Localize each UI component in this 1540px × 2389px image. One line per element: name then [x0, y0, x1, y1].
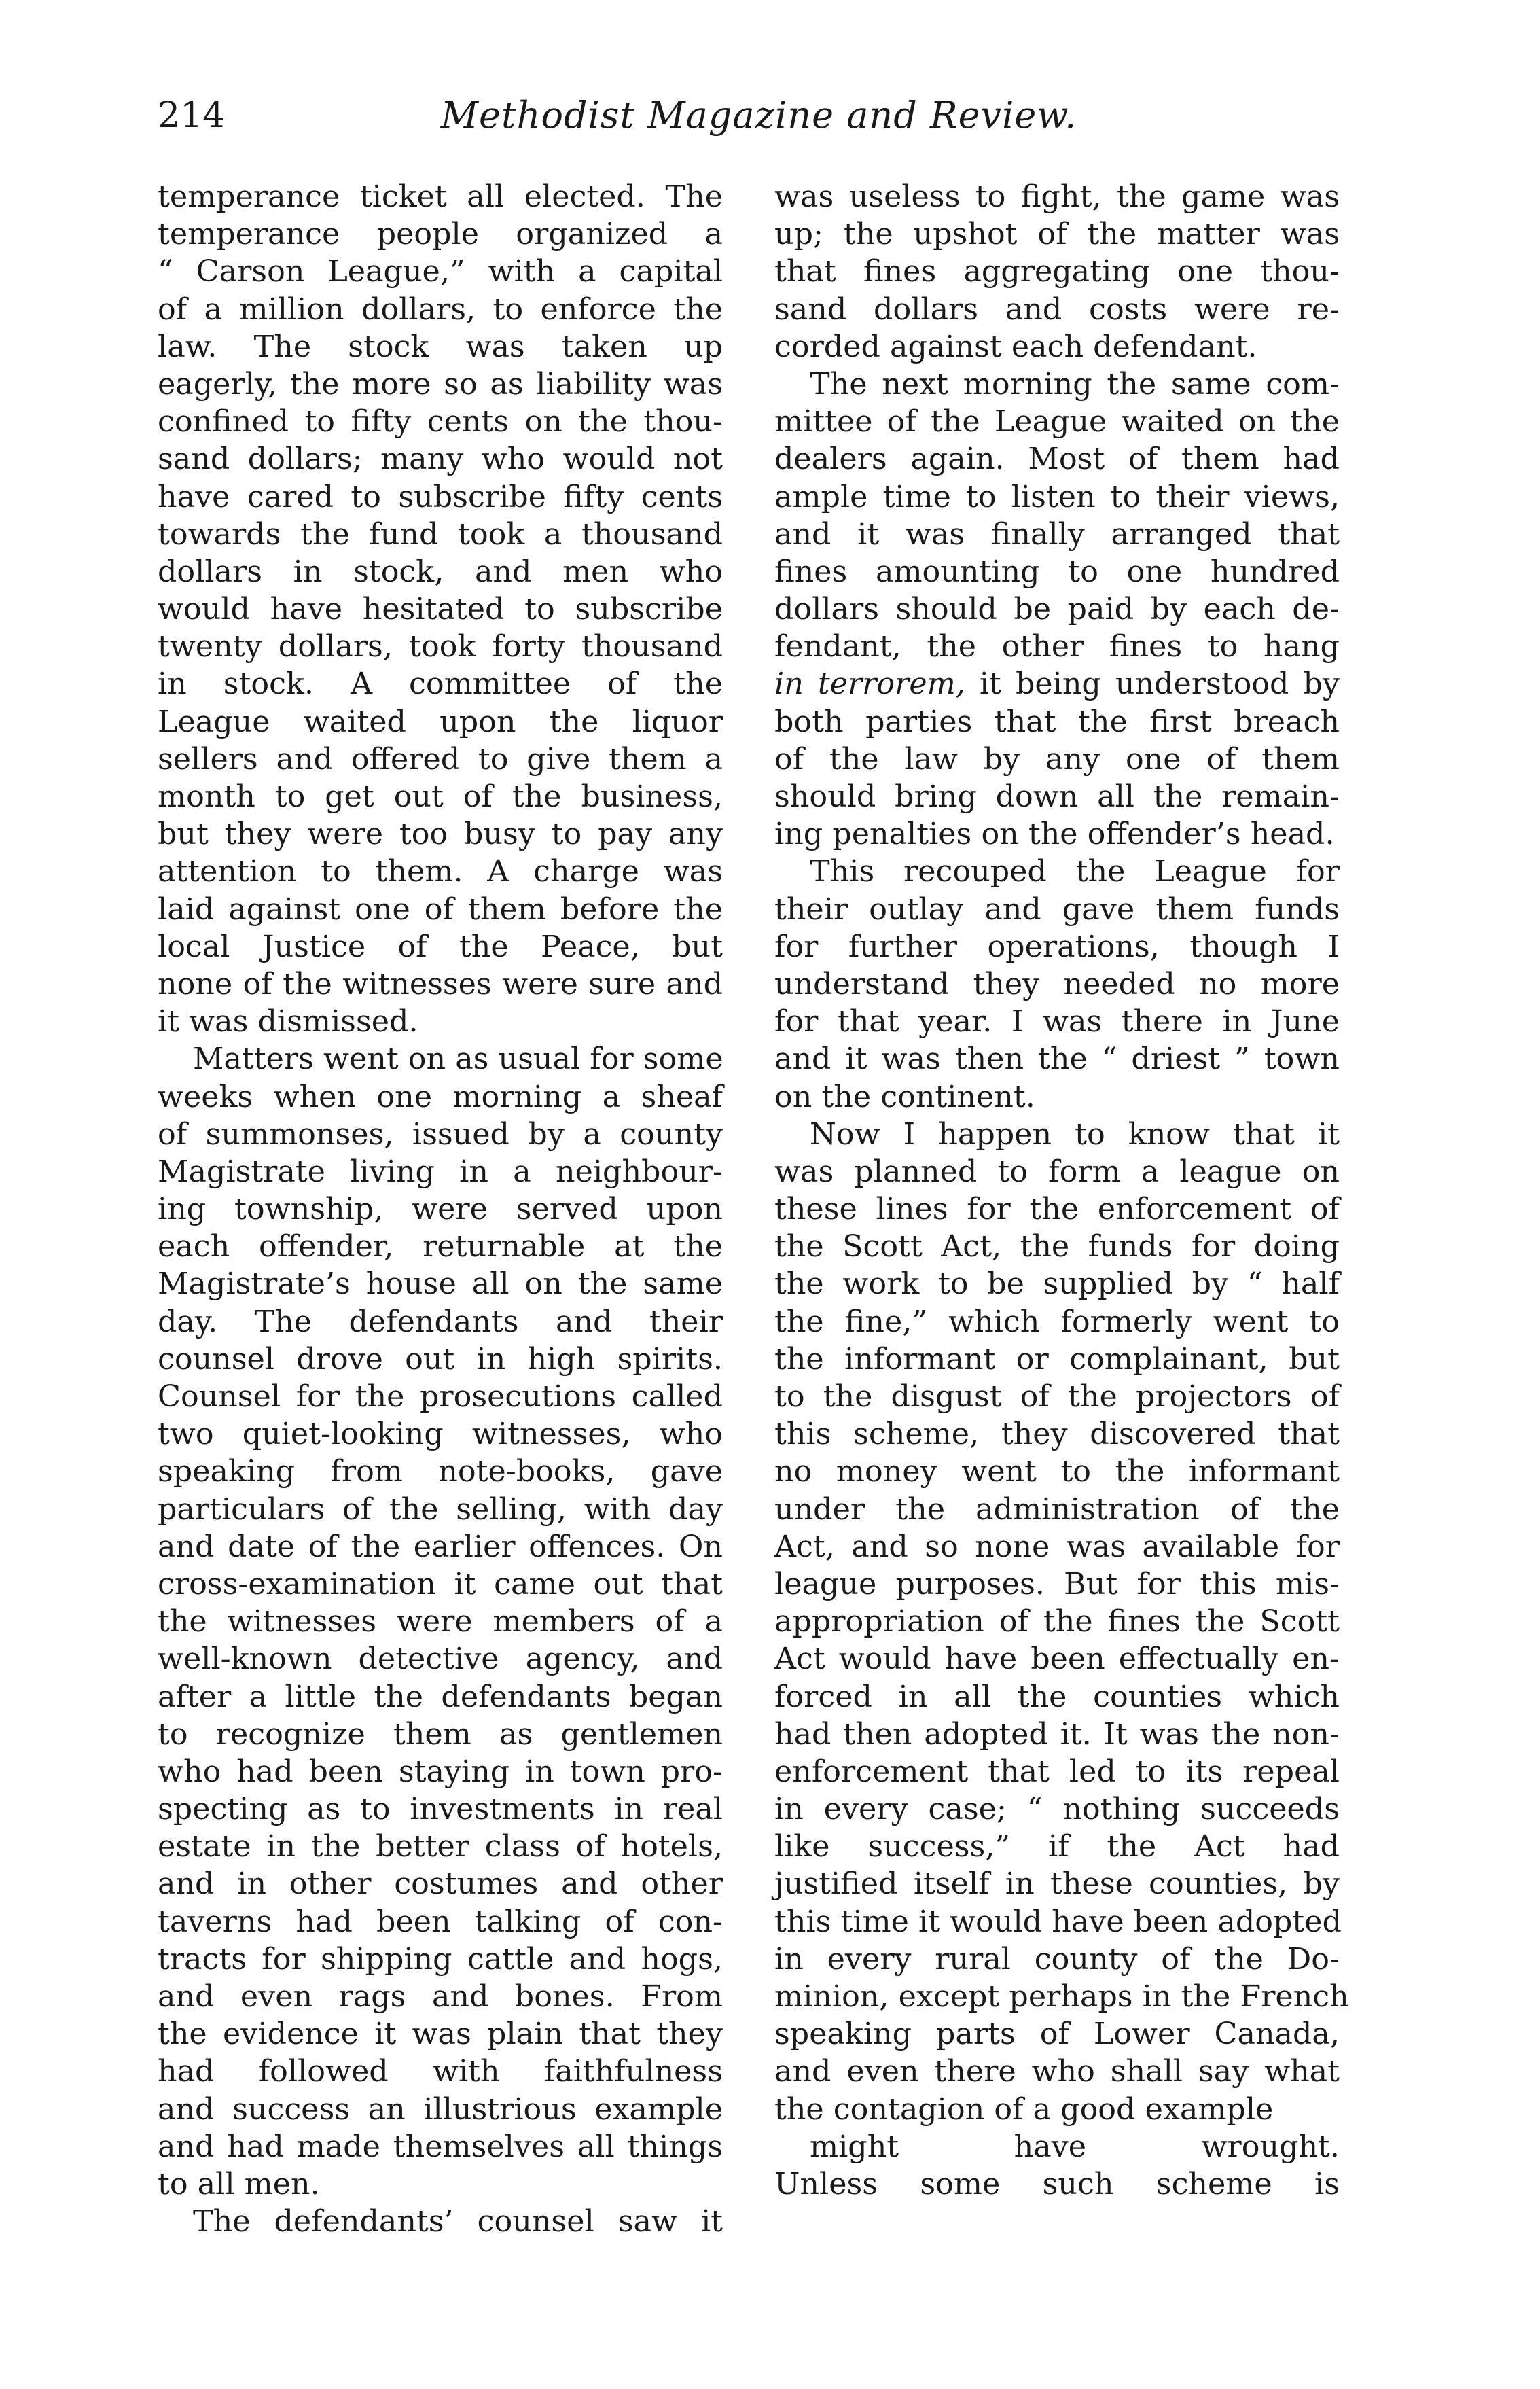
text-line: speaking parts of Lower Canada,: [774, 2017, 1340, 2052]
text-line: to recognize them as gentlemen: [158, 1716, 723, 1752]
text-line: Unless some such scheme is: [774, 2166, 1340, 2201]
text-line: minion, except perhaps in the French: [774, 1979, 1349, 2014]
text-line: in every rural county of the Do-: [774, 1941, 1340, 1977]
text-line: enforcement that led to its repeal: [774, 1754, 1340, 1789]
text-line: twenty dollars, took forty thousand: [158, 629, 723, 665]
text-line: Matters went on as usual for some: [193, 1042, 723, 1077]
text-line: this scheme, they discovered that: [774, 1417, 1340, 1452]
text-line: law. The stock was taken up: [158, 329, 723, 364]
left-column: [158, 178, 723, 2240]
running-head: [158, 88, 1360, 143]
text-line: of the law by any one of them: [774, 741, 1340, 777]
text-line: in every case; “ nothing succeeds: [774, 1792, 1340, 1827]
text-line: attention to them. A charge was: [158, 854, 723, 889]
text-line: and success an illustrious example: [158, 2091, 723, 2127]
text-line: both parties that the first breach: [774, 704, 1340, 739]
text-line-with-italic: [774, 665, 1340, 703]
text-line: temperance people organized a: [158, 217, 723, 252]
right-column: [774, 178, 1349, 2203]
text-line: day. The defendants and their: [158, 1304, 723, 1339]
text-line: might have wrought.: [810, 2129, 1340, 2164]
text-line: estate in the better class of hotels,: [158, 1829, 723, 1864]
text-line: This recouped the League for: [810, 854, 1340, 889]
text-line: the evidence it was plain that they: [158, 2017, 723, 2052]
text-line: the Scott Act, the funds for doing: [774, 1229, 1340, 1264]
text-line: corded against each defendant.: [774, 329, 1257, 364]
text-line: under the administration of the: [774, 1491, 1340, 1527]
text-line: and in other costumes and other: [158, 1866, 723, 1902]
text-line: of a million dollars, to enforce the: [158, 291, 723, 327]
text-line: confined to fifty cents on the thou-: [158, 404, 723, 440]
text-line: the work to be supplied by “ half: [774, 1267, 1340, 1302]
text-line: sand dollars and costs were re-: [774, 291, 1340, 327]
text-line: fines amounting to one hundred: [774, 554, 1340, 589]
text-line: ing penalties on the offender’s head.: [774, 817, 1335, 852]
text-line: and it was finally arranged that: [774, 516, 1340, 552]
text-line: The next morning the same com-: [810, 366, 1340, 402]
text-line: the contagion of a good example: [774, 2091, 1274, 2127]
text-line: who had been staying in town pro-: [158, 1754, 723, 1789]
text-line: like success,” if the Act had: [774, 1829, 1340, 1864]
text-line: The defendants’ counsel saw it: [193, 2204, 723, 2240]
text-line: league purposes. But for this mis-: [774, 1566, 1340, 1601]
text-line: on the continent.: [774, 1079, 1035, 1114]
text-line: had then adopted it. It was the non-: [774, 1716, 1340, 1752]
text-line: dealers again. Most of them had: [774, 442, 1340, 477]
text-line: each offender, returnable at the: [158, 1229, 723, 1264]
text-line: Counsel for the prosecutions called: [158, 1379, 723, 1414]
text-line: and even rags and bones. From: [158, 1979, 723, 2014]
text-line: Now I happen to know that it: [810, 1116, 1340, 1152]
text-line: weeks when one morning a sheaf: [158, 1079, 723, 1114]
text-line: would have hesitated to subscribe: [158, 592, 723, 627]
text-line: had followed with faithfulness: [158, 2054, 723, 2089]
text-line: that fines aggregating one thou-: [774, 254, 1340, 289]
text-line: counsel drove out in high spirits.: [158, 1341, 723, 1377]
text-line: of summonses, issued by a county: [158, 1116, 723, 1152]
text-line: Act, and so none was available for: [774, 1529, 1340, 1564]
text-line: the informant or complainant, but: [774, 1341, 1340, 1377]
text-line: and it was then the “ driest ” town: [774, 1042, 1340, 1077]
text-line: to all men.: [158, 2166, 320, 2201]
text-line: justified itself in these counties, by: [774, 1866, 1340, 1902]
text-line: forced in all the counties which: [774, 1679, 1340, 1714]
text-line: after a little the defendants began: [158, 1679, 723, 1714]
text-line: the witnesses were members of a: [158, 1604, 723, 1640]
text-line: to the disgust of the projectors of: [774, 1379, 1340, 1414]
text-line: have cared to subscribe fifty cents: [158, 479, 723, 514]
text-line: local Justice of the Peace, but: [158, 929, 723, 964]
text-line: Act would have been effectually en-: [774, 1642, 1340, 1677]
text-line: was planned to form a league on: [774, 1154, 1340, 1189]
line-remainder: it being understood by: [965, 667, 1340, 702]
text-line: should bring down all the remain-: [774, 779, 1340, 814]
text-line: tracts for shipping cattle and hogs,: [158, 1941, 723, 1977]
text-line: and date of the earlier offences. On: [158, 1529, 723, 1564]
page-number: 214: [158, 95, 226, 136]
text-line: was useless to fight, the game was: [774, 179, 1340, 214]
text-line: month to get out of the business,: [158, 779, 723, 814]
text-line: for further operations, though I: [774, 929, 1340, 964]
text-line: appropriation of the fines the Scott: [774, 1604, 1340, 1640]
text-line: it was dismissed.: [158, 1004, 418, 1040]
text-line: fendant, the other fines to hang: [774, 629, 1340, 665]
text-line: these lines for the enforcement of: [774, 1192, 1340, 1227]
text-line: and had made themselves all things: [158, 2129, 723, 2164]
text-line: temperance ticket all elected. The: [158, 179, 723, 214]
text-line: sellers and offered to give them a: [158, 741, 723, 777]
text-line: towards the fund took a thousand: [158, 516, 723, 552]
text-line: up; the upshot of the matter was: [774, 217, 1340, 252]
text-line: for that year. I was there in June: [774, 1004, 1340, 1040]
text-line: Magistrate living in a neighbour-: [158, 1154, 723, 1189]
text-line: dollars in stock, and men who: [158, 554, 723, 589]
text-line: “ Carson League,” with a capital: [158, 254, 723, 289]
text-line: this time it would have been adopted: [774, 1904, 1342, 1939]
text-line: speaking from note-books, gave: [158, 1454, 723, 1489]
text-line: two quiet-looking witnesses, who: [158, 1417, 723, 1452]
text-line: ample time to listen to their views,: [774, 479, 1340, 514]
text-line: no money went to the informant: [774, 1454, 1340, 1489]
text-line: particulars of the selling, with day: [158, 1491, 723, 1527]
text-line: laid against one of them before the: [158, 891, 723, 927]
text-line: cross-examination it came out that: [158, 1566, 723, 1601]
text-line: League waited upon the liquor: [158, 704, 723, 739]
italic-phrase: in terrorem,: [774, 667, 965, 702]
text-line: their outlay and gave them funds: [774, 891, 1340, 927]
text-line: sand dollars; many who would not: [158, 442, 723, 477]
text-line: in stock. A committee of the: [158, 667, 723, 702]
text-line: ing township, were served upon: [158, 1192, 723, 1227]
text-line: and even there who shall say what: [774, 2054, 1340, 2089]
text-line: well-known detective agency, and: [158, 1642, 723, 1677]
text-line: the fine,” which formerly went to: [774, 1304, 1340, 1339]
text-line: specting as to investments in real: [158, 1792, 723, 1827]
text-line: taverns had been talking of con-: [158, 1904, 723, 1939]
journal-title: Methodist Magazine and Review.: [440, 94, 1077, 137]
text-line: dollars should be paid by each de-: [774, 592, 1340, 627]
text-line: but they were too busy to pay any: [158, 817, 723, 852]
text-line: eagerly, the more so as liability was: [158, 366, 723, 402]
text-line: none of the witnesses were sure and: [158, 966, 723, 1002]
text-line: mittee of the League waited on the: [774, 404, 1340, 440]
text-line: understand they needed no more: [774, 966, 1340, 1002]
text-line: Magistrate’s house all on the same: [158, 1267, 723, 1302]
